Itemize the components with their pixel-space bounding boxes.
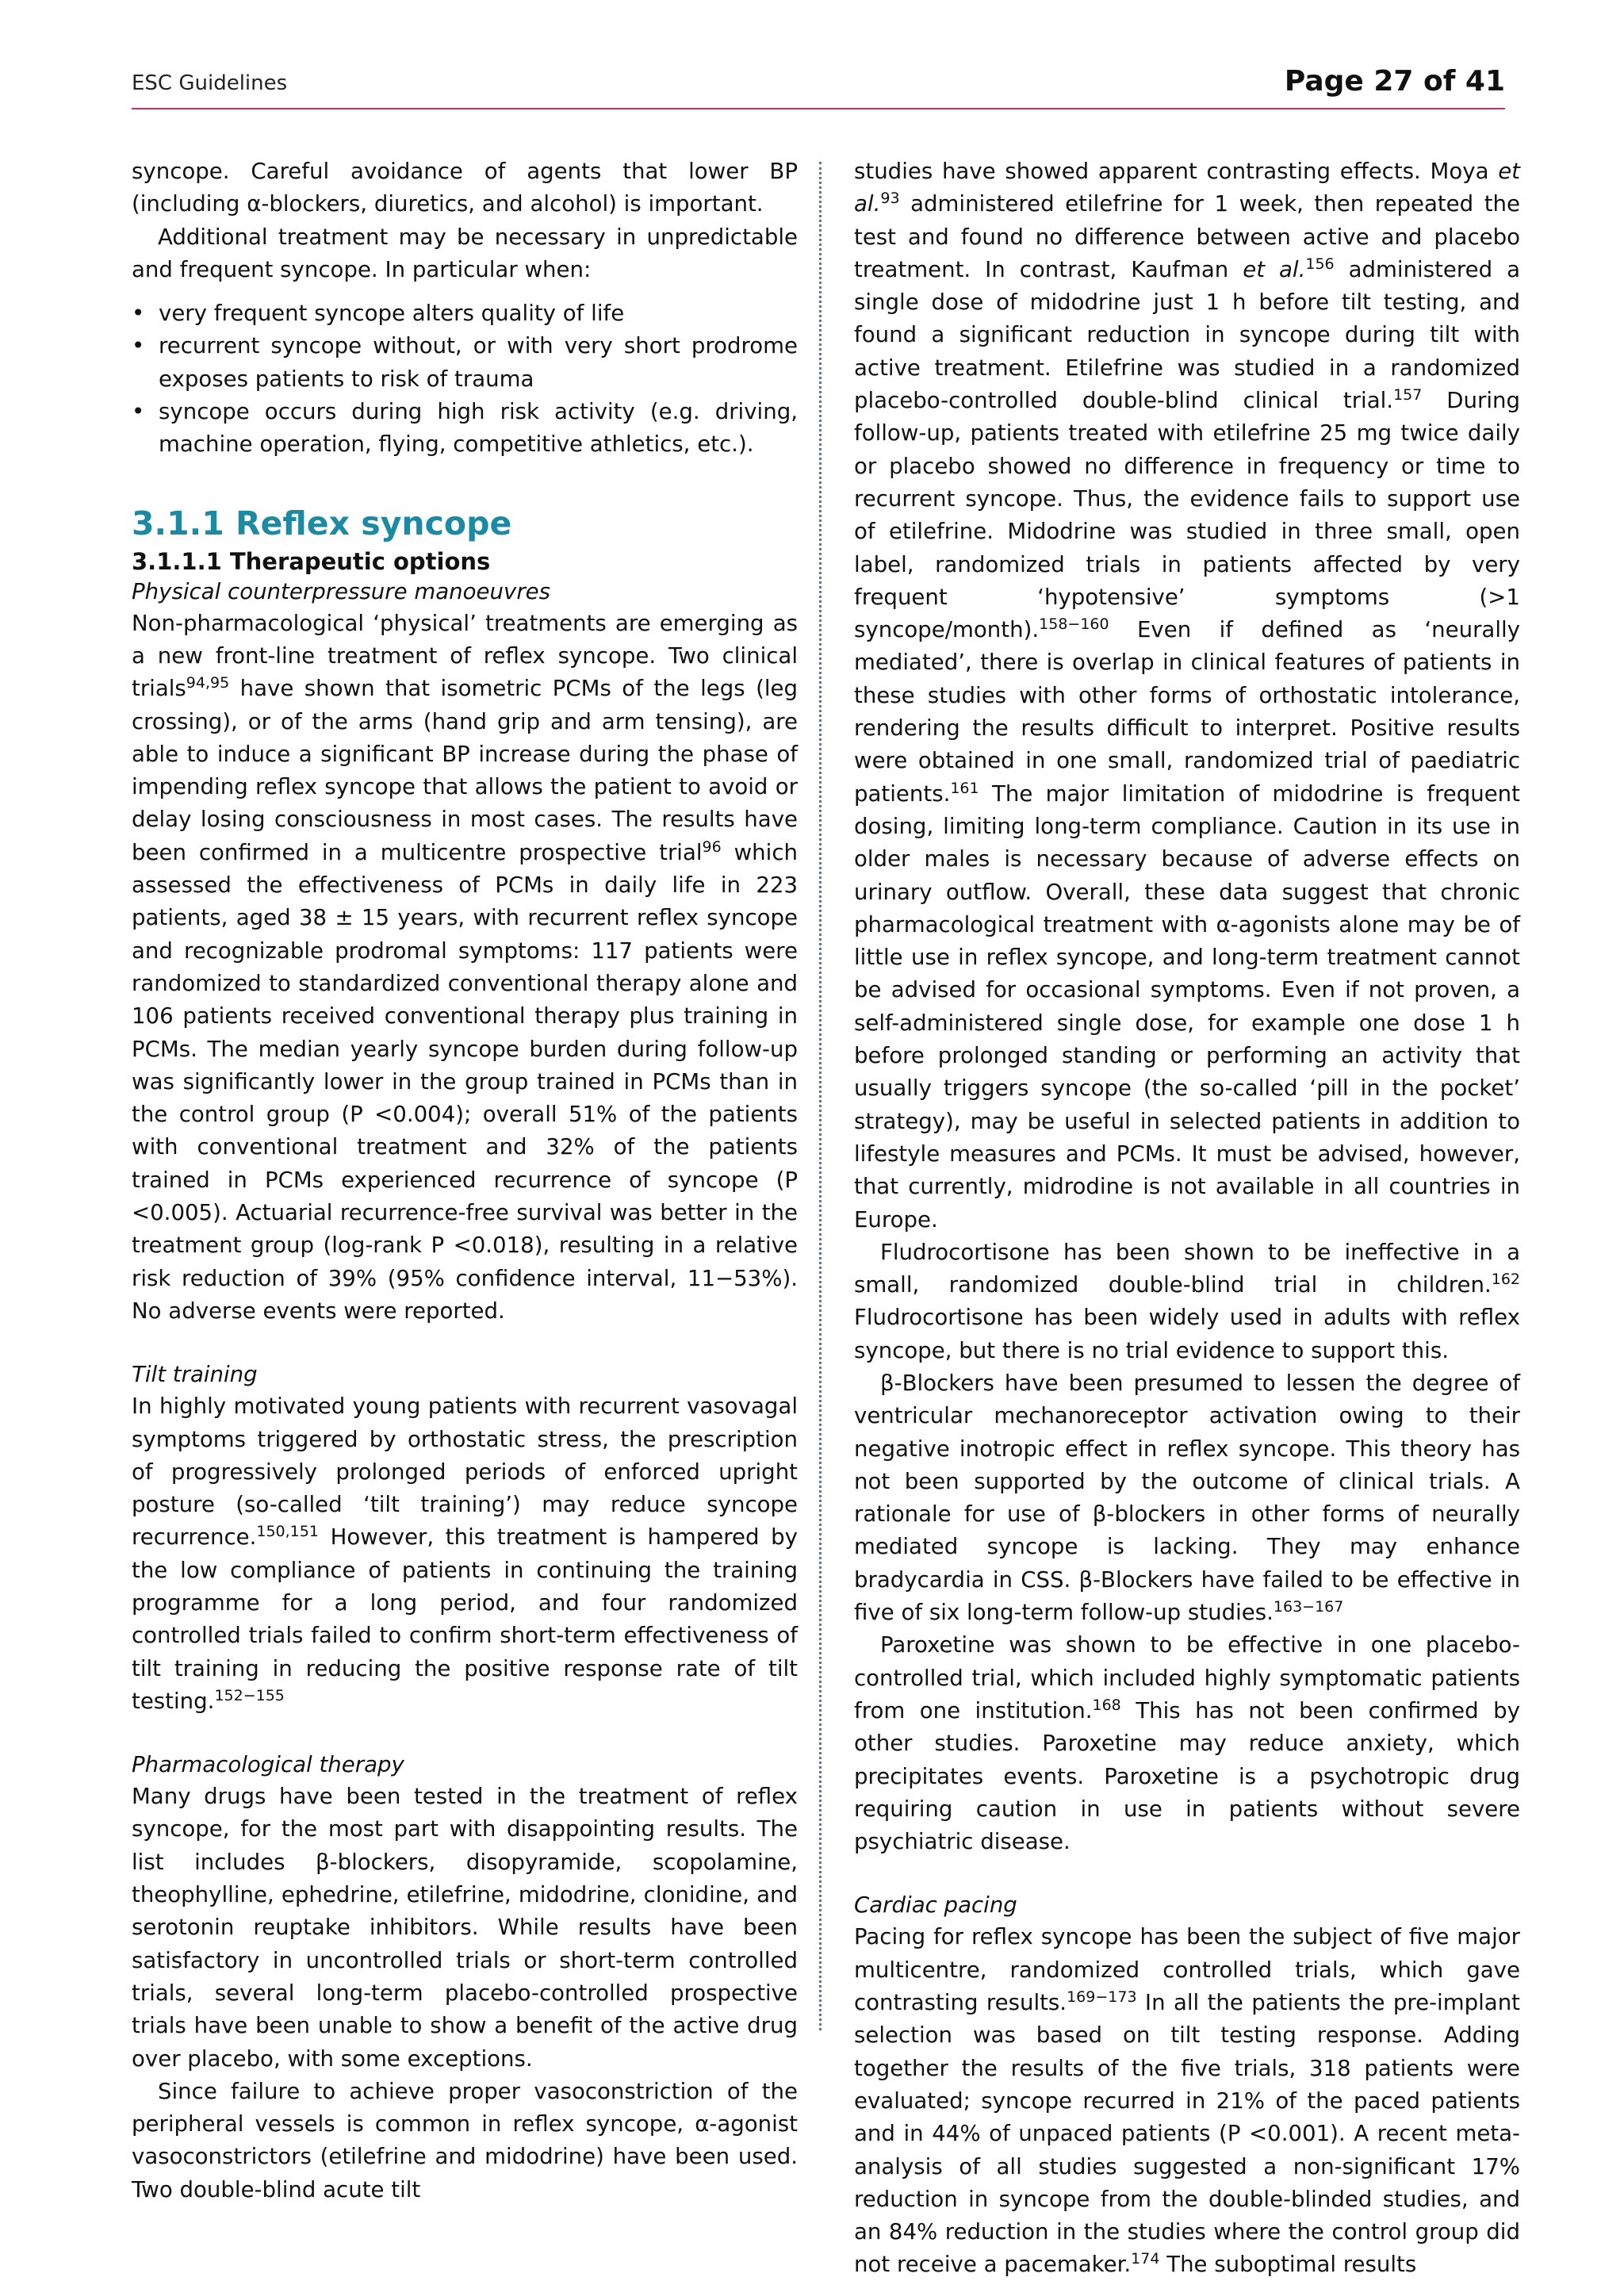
fludrocortisone-paragraph: Fludrocortisone has been shown to be ineffective in a small, randomized double-blind trial in children.$^{162}$ Fludrocortisone has been widely used in adults with reflex syncope, but there is no trial evidence to support this. — [854, 1238, 1520, 1363]
indication-list — [132, 297, 798, 460]
bullet-icon: • — [132, 398, 145, 425]
left-column — [132, 155, 798, 2206]
citation: 94,95 — [186, 674, 230, 692]
citation: 161 — [950, 779, 979, 797]
right-column — [854, 155, 1520, 2281]
page-header — [132, 62, 1505, 109]
page-number: Page 27 of 41 — [1284, 65, 1505, 98]
citation: 162 — [1491, 1270, 1520, 1288]
tilt-training-paragraph: In highly motivated young patients with recurrent vasovagal symptoms triggered by orthostatic stress, the prescription of progressively prolonged periods of enforced upright posture (so-called ‘tilt training’) may reduce syncope recurrence.$^{150,151}$ However, this treatment is hampered by the low compliance of patients in continuing the training programme for a long period, and four randomized controlled trials failed to confirm short-term effectiveness of tilt training in reducing the positive response rate of tilt testing.$^{152-155}$ — [132, 1393, 798, 1714]
bullet-icon: • — [132, 332, 145, 359]
column-divider — [819, 162, 822, 2030]
pharmacological-heading: Pharmacological therapy — [132, 1751, 404, 1778]
cardiac-pacing-heading: Cardiac pacing — [854, 1892, 1017, 1919]
tilt-training-heading: Tilt training — [132, 1361, 258, 1388]
pharmacological-paragraph: Many drugs have been tested in the treatment of reflex syncope, for the most part with disappointing results. The list includes β-blockers, disopyramide, scopolamine, theophylline, ephedrine, etilefrine, midodrine, clonidine, and serotonin reuptake inhibitors. While results have been satisfactory in uncontrolled trials or short-term controlled trials, several long-term placebo-controlled prospective trials have been unable to show a benefit of the active drug over placebo, with some exceptions. — [132, 1783, 798, 2072]
list-item: • syncope occurs during high risk activity (e.g. driving, machine operation, flying, competitive athletics, etc.). — [132, 395, 798, 461]
list-item: • recurrent syncope without, or with very short prodrome exposes patients to risk of trauma — [132, 329, 798, 395]
citation: 169−173 — [1067, 1988, 1137, 2006]
citation: 96 — [702, 838, 722, 856]
intro-paragraph: syncope. Careful avoidance of agents that lower BP (including α-blockers, diuretics, and alcohol) is important. — [132, 158, 798, 217]
list-item: • very frequent syncope alters quality of life — [132, 297, 798, 329]
bullet-icon: • — [132, 300, 145, 327]
pcm-heading: Physical counterpressure manoeuvres — [132, 577, 551, 604]
citation: 163−167 — [1273, 1597, 1344, 1616]
pcm-paragraph: Non-pharmacological ‘physical’ treatments are emerging as a new front-line treatment of reflex syncope. Two clinical trials$^{94,95}$ have shown that isometric PCMs of the legs (leg crossing), or of the arms (hand grip and arm tensing), are able to induce a significant BP increase during the phase of impending reflex syncope that allows the patient to avoid or delay losing consciousness in most cases. The results have been confirmed in a multicentre prospective trial$^{96}$ which assessed the effectiveness of PCMs in daily life in 223 patients, aged 38 ± 15 years, with recurrent reflex syncope and recognizable prodromal symptoms: 117 patients were randomized to standardized conventional therapy alone and 106 patients received conventional therapy plus training in PCMs. The median yearly syncope burden during follow-up was significantly lower in the group trained in PCMs than in the control group (P <0.004); overall 51% of the patients with conventional treatment and 32% of the patients trained in PCMs experienced recurrence of syncope (P <0.005). Actuarial recurrence-free survival was better in the treatment group (log-rank P <0.018), resulting in a relative risk reduction of 39% (95% confidence interval, 11−53%). No adverse events were reported. — [132, 609, 799, 1324]
citation: 152−155 — [214, 1686, 285, 1704]
citation: 93 — [880, 190, 900, 208]
citation: 168 — [1092, 1696, 1121, 1714]
paroxetine-paragraph: Paroxetine was shown to be effective in one placebo-controlled trial, which included highly symptomatic patients from one institution.$^{168}$ This has not been confirmed by other studies. Paroxetine may reduce anxiety, which precipitates events. Paroxetine is a psychotropic drug requiring caution in use in patients without severe psychiatric disease. — [854, 1631, 1521, 1855]
section-title: 3.1.1 Reflex syncope — [132, 504, 512, 542]
intro-paragraph-2: Additional treatment may be necessary in unpredictable and frequent syncope. In particular when: — [132, 223, 798, 282]
journal-name: ESC Guidelines — [132, 71, 288, 95]
vasoconstrictor-paragraph: Since failure to achieve proper vasoconstriction of the peripheral vessels is common in reflex syncope, α-agonist vasoconstrictors (etilefrine and midodrine) have been used. Two double-blind acute tilt — [132, 2077, 798, 2202]
citation: 156 — [1305, 255, 1335, 273]
citation: 157 — [1393, 385, 1423, 404]
beta-blockers-paragraph: β-Blockers have been presumed to lessen the degree of ventricular mechanoreceptor activation owing to their negative inotropic effect in reflex syncope. This theory has not been supported by the outcome of clinical trials. A rationale for use of β-blockers in other forms of neurally mediated syncope is lacking. They may enhance bradycardia in CSS. β-Blockers have failed to be effective in five of six long-term follow-up studies.$^{163-167}$ — [854, 1369, 1520, 1626]
midodrine-paragraph: studies have showed apparent contrasting effects. Moya et al.$^{93}$ administered etilefrine for 1 week, then repeated the test and found no difference between active and placebo treatment. In contrast, Kaufman et al.$^{156}$ administered a single dose of midodrine just 1 h before tilt testing, and found a significant reduction in syncope during tilt with active treatment. Etilefrine was studied in a randomized placebo-controlled double-blind clinical trial.$^{157}$ During follow-up, patients treated with etilefrine 25 mg twice daily or placebo showed no difference in frequency or time to recurrent syncope. Thus, the evidence fails to support use of etilefrine. Midodrine was studied in three small, open label, randomized trials in patients affected by very frequent ‘hypotensive’ symptoms (>1 syncope/month).$^{158-160}$ Even if defined as ‘neurally mediated’, there is overlap in clinical features of patients in these studies with other forms of orthostatic intolerance, rendering the results difficult to interpret. Positive results were obtained in one small, randomized trial of paediatric patients.$^{161}$ The major limitation of midodrine is frequent dosing, limiting long-term compliance. Caution in its use in older males is necessary because of adverse effects on urinary outflow. Overall, these data suggest that chronic pharmacological treatment with α-agonists alone may be of little use in reflex syncope, and long-term treatment cannot be advised for occasional symptoms. Even if not proven, a self-administered single dose, for example one dose 1 h before prolonged standing or performing an activity that usually triggers syncope (the so-called ‘pill in the pocket’ strategy), may be useful in selected patients in addition to lifestyle measures and PCMs. It must be advised, however, that currently, midrodine is not available in all countries in Europe. — [854, 158, 1521, 1233]
citation: 158−160 — [1039, 615, 1109, 633]
citation: 174 — [1131, 2250, 1160, 2268]
subsection-title: 3.1.1.1 Therapeutic options — [132, 547, 491, 575]
cardiac-pacing-paragraph: Pacing for reflex syncope has been the subject of five major multicentre, randomized controlled trials, which gave contrasting results.$^{169-173}$ In all the patients the pre-implant selection was based on tilt testing response. Adding together the results of the five trials, 318 patients were evaluated; syncope recurred in 21% of the paced patients and in 44% of unpaced patients (P <0.001). A recent meta-analysis of all studies suggested a non-significant 17% reduction in syncope from the double-blinded studies, and an 84% reduction in the studies where the control group did not receive a pacemaker.$^{174}$ The suboptimal results — [854, 1923, 1520, 2278]
citation: 150,151 — [256, 1523, 319, 1541]
